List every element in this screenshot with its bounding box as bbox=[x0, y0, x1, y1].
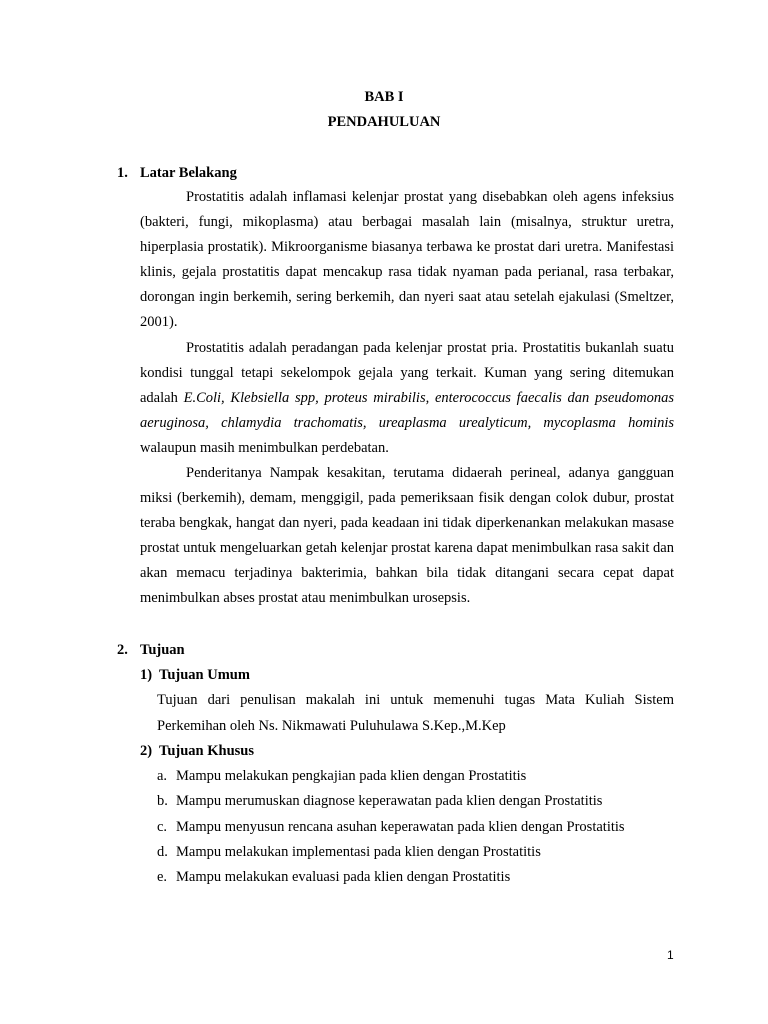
list-letter: a. bbox=[157, 768, 168, 784]
list-item bbox=[157, 843, 541, 861]
subsection-number: 2) bbox=[140, 743, 153, 759]
section-heading-tujuan bbox=[117, 641, 185, 659]
section-number: 2. bbox=[117, 642, 128, 658]
paragraph-2-organisms: E.Coli, Klebsiella spp, proteus mirabilis, enterococcus faecalis dan pseudomonas aeruginosa, chlamydia trachomatis, ureaplasma urealyticum, mycoplasma hominis bbox=[140, 390, 674, 431]
list-item bbox=[157, 818, 625, 836]
list-text: Mampu melakukan pengkajian pada klien dengan Prostatitis bbox=[176, 768, 527, 784]
list-text: Mampu melakukan evaluasi pada klien dengan Prostatitis bbox=[176, 869, 511, 885]
subsection-heading-tujuan-khusus bbox=[140, 742, 254, 760]
list-text: Mampu melakukan implementasi pada klien dengan Prostatitis bbox=[176, 844, 541, 860]
paragraph-2-start: Prostatitis adalah peradangan pada kelenjar prostat pria. Prostatitis bukanlah suatu kondisi tunggal tetapi sekelompok gejala yang terkait. Kuman yang sering ditemukan adalah bbox=[140, 340, 674, 406]
section-heading-latar-belakang bbox=[117, 164, 237, 182]
paragraph-2 bbox=[140, 336, 674, 461]
list-letter: c. bbox=[157, 819, 168, 835]
paragraph-2-end: walaupun masih menimbulkan perdebatan. bbox=[140, 440, 389, 456]
tujuan-umum-line-1: Tujuan dari penulisan makalah ini untuk memenuhi tugas Mata Kuliah Sistem bbox=[157, 692, 674, 708]
subsection-number: 1) bbox=[140, 667, 153, 683]
list-letter: b. bbox=[157, 793, 168, 809]
page-number: 1 bbox=[667, 948, 674, 962]
paragraph-1: Prostatitis adalah inflamasi kelenjar prostat yang disebabkan oleh agens infeksius (bakteri, fungi, mikoplasma) atau berbagai masalah lain (misalnya, struktur uretra, hiperplasia prostatik). Mikroorganisme biasanya terbawa ke prostat dari uretra. Manifestasi klinis, gejala prostatitis dapat mencakup rasa tidak nyaman pada perianal, rasa terbakar, dorongan ingin berkemih, sering berkemih, dan nyeri saat atau setelah ejakulasi (Smeltzer, 2001). bbox=[140, 189, 674, 330]
subsection-title: Tujuan Umum bbox=[159, 667, 250, 683]
list-item bbox=[157, 792, 602, 810]
list-letter: d. bbox=[157, 844, 168, 860]
section-title: Tujuan bbox=[140, 642, 185, 658]
tujuan-umum-line-2: Perkemihan oleh Ns. Nikmawati Puluhulawa S.Kep.,M.Kep bbox=[157, 718, 506, 734]
list-letter: e. bbox=[157, 869, 168, 885]
subsection-heading-tujuan-umum bbox=[140, 666, 250, 684]
list-item bbox=[157, 767, 526, 785]
section-title: Latar Belakang bbox=[140, 165, 237, 181]
list-item bbox=[157, 868, 510, 886]
subsection-title: Tujuan Khusus bbox=[159, 743, 254, 759]
chapter-label: BAB I bbox=[364, 89, 404, 105]
paragraph-3: Penderitanya Nampak kesakitan, terutama didaerah perineal, adanya gangguan miksi (berkemih), demam, menggigil, pada pemeriksaan fisik dengan colok dubur, prostat teraba bengkak, hangat dan nyeri, pada keadaan ini tidak diperkenankan melakukan masase prostat untuk mengeluarkan getah kelenjar prostat karena dapat menimbulkan rasa sakit dan akan memacu terjadinya bakterimia, bahkan bila tidak ditangani secara cepat dapat menimbulkan abses prostat atau menimbulkan urosepsis. bbox=[140, 465, 674, 606]
list-text: Mampu merumuskan diagnose keperawatan pada klien dengan Prostatitis bbox=[176, 793, 603, 809]
chapter-title: PENDAHULUAN bbox=[327, 114, 441, 130]
section-number: 1. bbox=[117, 165, 128, 181]
list-text: Mampu menyusun rencana asuhan keperawatan pada klien dengan Prostatitis bbox=[176, 819, 625, 835]
